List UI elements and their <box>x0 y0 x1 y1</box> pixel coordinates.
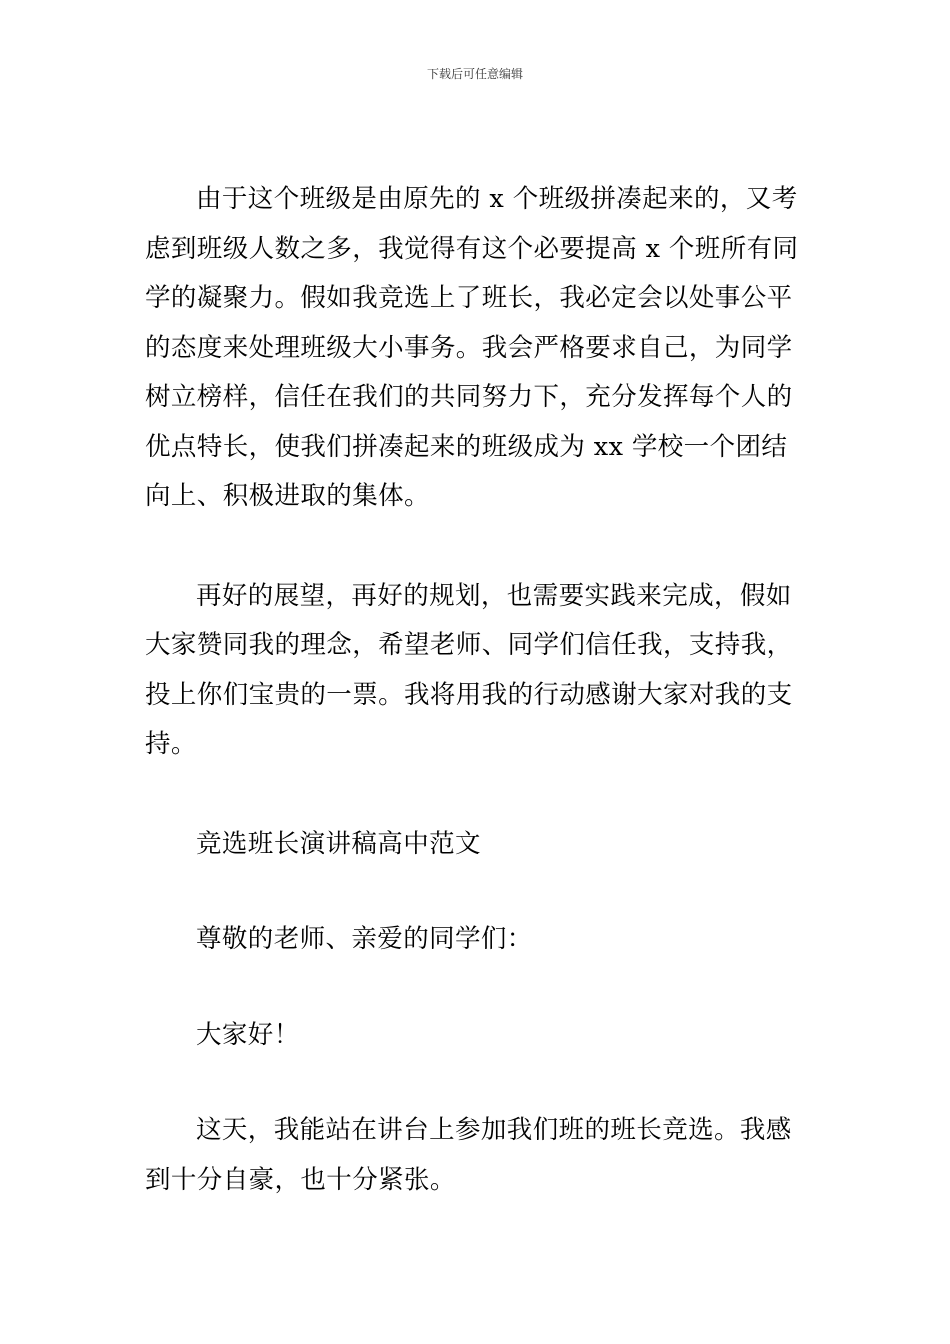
page-header-note: 下载后可任意编辑 <box>426 67 523 81</box>
paragraph-vote-request: 再好的展望，再好的规划，也需要实践来完成，假如大家赞同我的理念，希望老师、同学们信任我，支持我，投上你们宝贵的一票。我将用我的行动感谢大家对我的支持。 <box>145 580 793 759</box>
document-body <box>145 175 807 1205</box>
section-title: 竞选班长演讲稿高中范文 <box>196 828 481 859</box>
greeting: 大家好！ <box>196 1019 300 1050</box>
paragraph-class-unity: 由于这个班级是由原先的 x 个班级拼凑起来的，又考虑到班级人数之多，我觉得有这个必要提高 x 个班所有同学的凝聚力。假如我竞选上了班长，我必定会以处事公平的态度来处理班级大小事务。我会严格要求自己，为同学树立榜样，信任在我们的共同努力下，充分发挥每个人的优点特长，使我们拼凑起来的班级成为 xx 学校一个团结向上、积极进取的集体。 <box>145 184 799 511</box>
paragraph-opening: 这天，我能站在讲台上参加我们班的班长竞选。我感到十分自豪，也十分紧张。 <box>145 1115 792 1195</box>
salutation: 尊敬的老师、亲爱的同学们： <box>196 924 533 954</box>
